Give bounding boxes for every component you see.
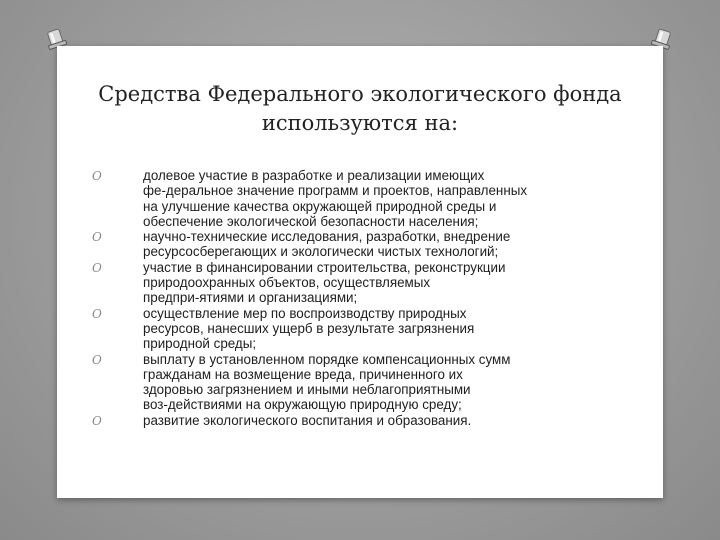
text-line: долевое участие в разработке и реализации имеющих xyxy=(143,168,485,183)
slide-title xyxy=(57,80,663,138)
text-line: воз-действиями на окружающую природную среду; xyxy=(143,397,462,413)
text-line: природной среды; xyxy=(143,336,257,352)
text-line: участие в финансировании строительства, реконструкции xyxy=(143,259,506,275)
slide-title-line: используются на: xyxy=(261,111,459,135)
list-item-text xyxy=(143,306,649,352)
list-item xyxy=(89,260,649,306)
text-line: обеспечение экологической безопасности населения; xyxy=(143,213,479,229)
list-item xyxy=(89,229,649,260)
text-line: на улучшение качества окружающей природной среды и xyxy=(143,198,497,214)
text-line: развитие экологического воспитания и образования. xyxy=(143,412,472,428)
text-line: предпри-ятиями и организациями; xyxy=(143,290,358,306)
text-line: гражданам на возмещение вреда, причиненного их xyxy=(143,366,463,382)
list-item xyxy=(89,168,649,229)
list-item xyxy=(89,413,649,428)
bullet-icon: O xyxy=(92,169,102,183)
bullet-icon: O xyxy=(92,260,102,275)
list-item-text xyxy=(143,413,649,428)
bullet-icon: O xyxy=(92,306,102,321)
text-line: фе-деральное значение программ и проектов, направленных xyxy=(143,183,528,199)
bullet-icon: O xyxy=(92,230,102,245)
text-line: здоровью загрязнением и иными неблагоприятными xyxy=(143,382,471,398)
text-line: ресурсосберегающих и экологически чистых технологий; xyxy=(143,244,499,260)
list-item xyxy=(89,306,649,352)
text-line: осуществление мер по воспроизводству природных xyxy=(143,305,467,321)
slide-card xyxy=(57,46,663,498)
list-item-text xyxy=(143,260,649,306)
text-line: ресурсов, нанесших ущерб в результате загрязнения xyxy=(143,320,475,336)
bullet-list xyxy=(89,168,649,428)
bullet-icon: O xyxy=(92,352,102,367)
list-item xyxy=(89,352,649,413)
slide-title-line: Средства Федерального экологического фонда xyxy=(98,82,622,106)
text-line: научно-технические исследования, разработки, внедрение xyxy=(143,229,511,245)
text-line: выплату в установленном порядке компенсационных сумм xyxy=(143,351,511,367)
bullet-icon: O xyxy=(92,413,102,428)
text-line: природоохранных объектов, осуществляемых xyxy=(143,275,431,291)
list-item-text xyxy=(143,168,649,229)
list-item-text xyxy=(143,229,649,260)
list-item-text xyxy=(143,352,649,413)
